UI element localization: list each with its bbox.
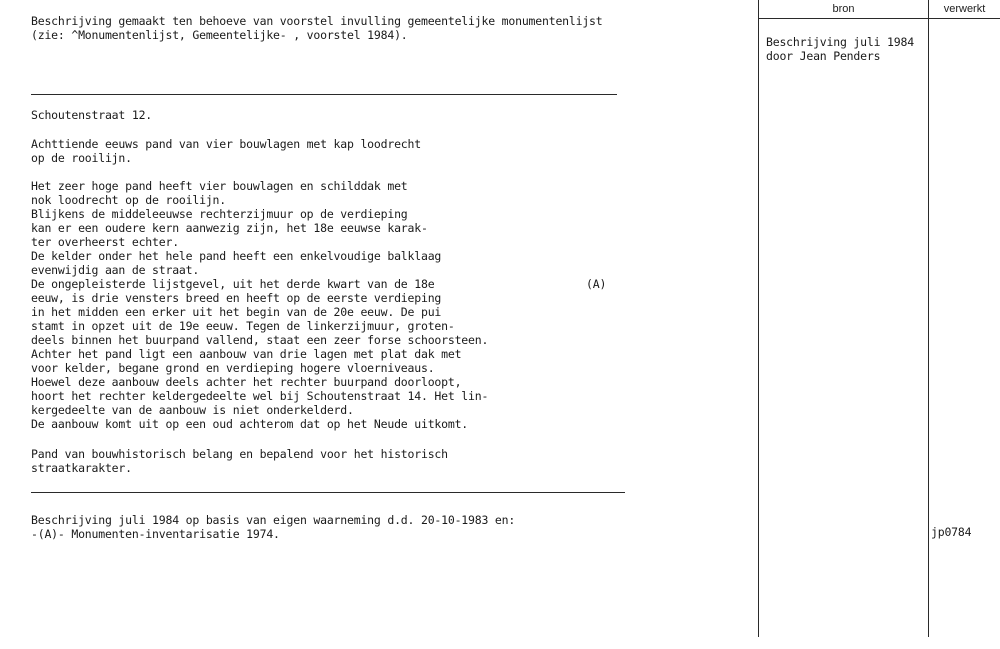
bron-column-header: bron [759, 0, 928, 19]
header-line-2: (zie: ^Monumentenlijst, Gemeentelijke- , voorstel 1984). [31, 28, 408, 42]
description-line: eeuw, is drie vensters breed en heeft op de eerste verdieping [31, 291, 442, 305]
address-title: Schoutenstraat 12. [31, 108, 153, 122]
description-line: Het zeer hoge pand heeft vier bouwlagen en schilddak met [31, 179, 408, 193]
summary-line: Achttiende eeuws pand van vier bouwlagen met kap loodrecht [31, 137, 421, 151]
header-line-1: Beschrijving gemaakt ten behoeve van voorstel invulling gemeentelijke monumentenlijst [31, 14, 603, 28]
conclusion-block [31, 447, 448, 475]
column-divider [928, 0, 929, 637]
description-line: De ongepleisterde lijstgevel, uit het derde kwart van de 18e [31, 277, 435, 291]
description-block [31, 179, 488, 431]
header-separator [31, 94, 617, 95]
description-line: kan er een oudere kern aanwezig zijn, het 18e eeuwse karak- [31, 221, 428, 235]
description-line: voor kelder, begane grond en verdieping hogere vloerniveaus. [31, 361, 435, 375]
description-line: nok loodrecht op de rooilijn. [31, 193, 226, 207]
verwerkt-code: jp0784 [931, 525, 972, 539]
conclusion-line: straatkarakter. [31, 461, 132, 475]
description-line: Hoewel deze aanbouw deels achter het rechter buurpand doorloopt, [31, 375, 462, 389]
footer-line-1: Beschrijving juli 1984 op basis van eigen waarneming d.d. 20-10-1983 en: [31, 513, 516, 527]
conclusion-line: Pand van bouwhistorisch belang en bepalend voor het historisch [31, 447, 448, 461]
description-line: hoort het rechter keldergedeelte wel bij Schoutenstraat 14. Het lin- [31, 389, 489, 403]
footer-separator [31, 492, 625, 493]
source-marker: (A) [586, 277, 607, 291]
description-line: ter overheerst echter. [31, 235, 179, 249]
bron-line-2: door Jean Penders [766, 49, 881, 63]
summary-block [31, 137, 421, 165]
description-line: Achter het pand ligt een aanbouw van drie lagen met plat dak met [31, 347, 462, 361]
description-line: De kelder onder het hele pand heeft een enkelvoudige balklaag [31, 249, 442, 263]
bron-column-left-border [758, 0, 759, 637]
description-line: deels binnen het buurpand vallend, staat een zeer forse schoorsteen. [31, 333, 489, 347]
description-line: evenwijdig aan de straat. [31, 263, 200, 277]
description-line: De aanbouw komt uit op een oud achterom dat op het Neude uitkomt. [31, 417, 469, 431]
description-line: Blijkens de middeleeuwse rechterzijmuur op de verdieping [31, 207, 408, 221]
description-line: kergedeelte van de aanbouw is niet onderkelderd. [31, 403, 354, 417]
summary-line: op de rooilijn. [31, 151, 132, 165]
description-line: stamt in opzet uit de 19e eeuw. Tegen de linkerzijmuur, groten- [31, 319, 455, 333]
verwerkt-column-header: verwerkt [929, 0, 1000, 19]
bron-line-1: Beschrijving juli 1984 [766, 35, 914, 49]
footer-line-2: -(A)- Monumenten-inventarisatie 1974. [31, 527, 280, 541]
description-line: in het midden een erker uit het begin van de 20e eeuw. De pui [31, 305, 442, 319]
